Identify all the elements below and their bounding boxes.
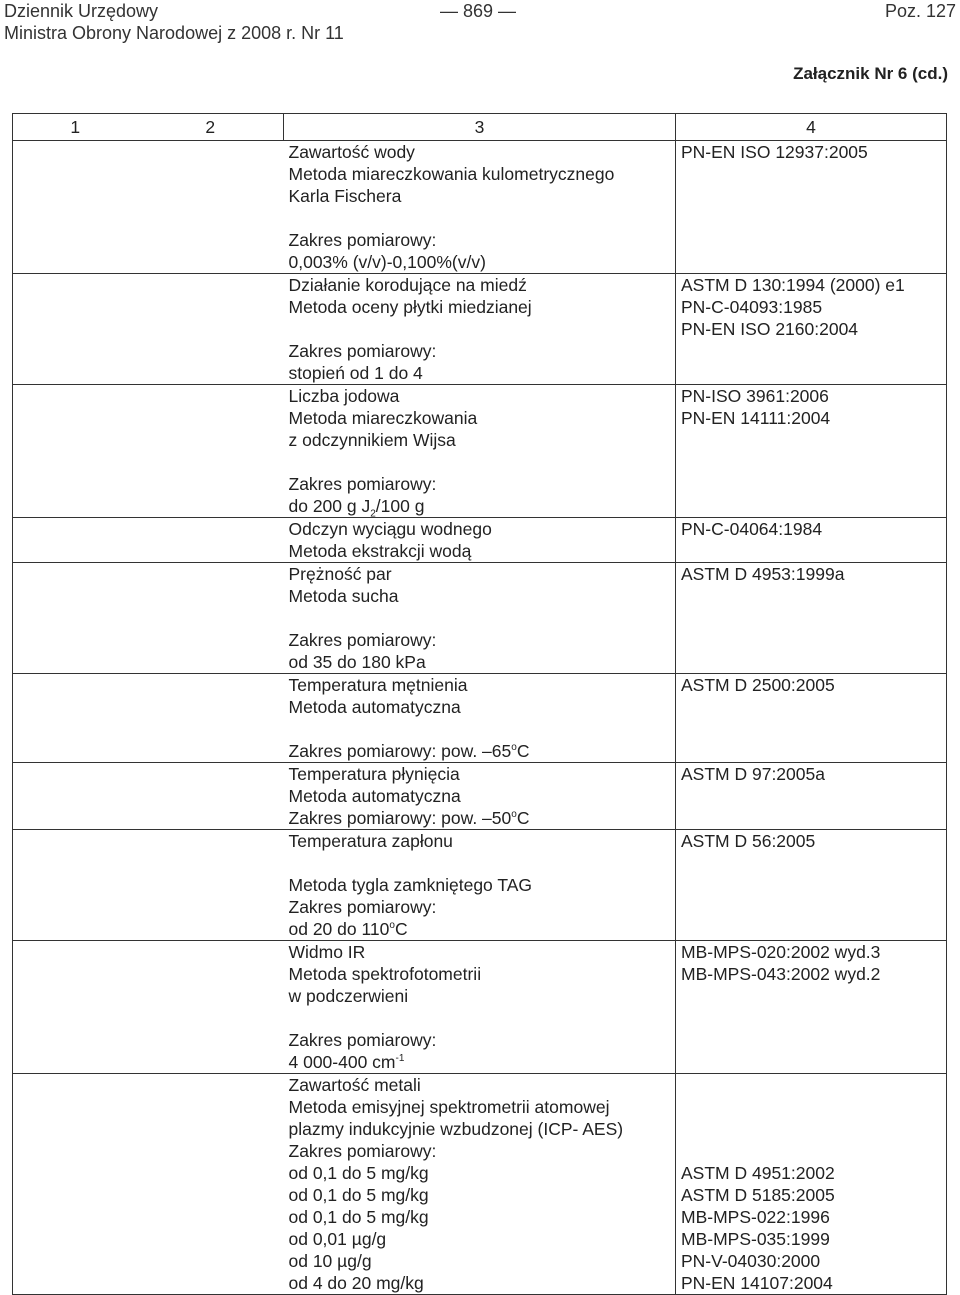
cell-col1 — [13, 563, 138, 674]
cell-col2 — [138, 563, 284, 674]
cell-method — [284, 941, 676, 1074]
table-row — [13, 385, 947, 518]
cell-standard — [676, 830, 947, 941]
journal-title: Dziennik Urzędowy — [4, 1, 159, 21]
method-line: od 35 do 180 kPa — [288, 652, 426, 672]
cell-col1 — [13, 830, 138, 941]
cell-col2 — [138, 830, 284, 941]
cell-col2 — [138, 674, 284, 763]
table-row — [13, 563, 947, 674]
table-body — [13, 114, 947, 1295]
method-line: Karla Fischera — [288, 186, 402, 206]
table-row — [13, 763, 947, 830]
subscript: 2 — [370, 508, 376, 520]
cell-col1 — [13, 385, 138, 518]
cell-col1 — [13, 141, 138, 274]
cell-standard — [676, 674, 947, 763]
method-line: Zakres pomiarowy: — [288, 474, 437, 494]
spacer — [681, 1140, 946, 1162]
method-line: Metoda automatyczna — [288, 786, 461, 806]
spacer — [289, 1007, 676, 1029]
method-line: Widmo IR — [288, 942, 366, 962]
cell-col2 — [138, 141, 284, 274]
method-line: od 4 do 20 mg/kg — [288, 1273, 424, 1293]
table-row — [13, 830, 947, 941]
cell-standard — [676, 385, 947, 518]
method-line: Zakres pomiarowy: — [288, 1030, 437, 1050]
cell-method — [284, 563, 676, 674]
standard-line: PN-EN 14111:2004 — [681, 408, 831, 428]
method-line: Temperatura płynięcia — [288, 764, 460, 784]
cell-method — [284, 385, 676, 518]
method-line: Metoda sucha — [288, 586, 399, 606]
column-number-2: 2 — [138, 114, 284, 141]
spacer — [681, 1096, 946, 1118]
standard-line: MB-MPS-035:1999 — [681, 1229, 830, 1249]
method-line: plazmy indukcyjnie wzbudzonej (ICP- AES) — [288, 1119, 624, 1139]
superscript: o — [389, 920, 395, 932]
range-unit: C — [516, 808, 530, 828]
spacer — [289, 207, 676, 229]
range-text: Zakres pomiarowy: pow. –65 — [288, 741, 512, 761]
method-line: Zakres pomiarowy: — [288, 230, 437, 250]
spacer — [681, 1118, 946, 1140]
standards-table — [12, 113, 947, 1295]
cell-standard — [676, 763, 947, 830]
superscript: o — [511, 809, 517, 821]
spacer — [289, 607, 676, 629]
method-line: Liczba jodowa — [288, 386, 400, 406]
cell-col1 — [13, 674, 138, 763]
range-line — [289, 740, 676, 762]
method-line: Metoda ekstrakcji wodą — [288, 541, 472, 561]
attachment-label: Załącznik Nr 6 (cd.) — [793, 64, 948, 83]
spacer — [289, 451, 676, 473]
cell-method — [284, 830, 676, 941]
spacer — [681, 1074, 946, 1096]
range-text: Zakres pomiarowy: pow. –50 — [288, 808, 512, 828]
cell-col1 — [13, 274, 138, 385]
superscript: o — [511, 742, 517, 754]
standard-line: ASTM D 5185:2005 — [681, 1185, 835, 1205]
method-line: z odczynnikiem Wijsa — [288, 430, 456, 450]
method-line: Metoda tygla zamkniętego TAG — [288, 875, 533, 895]
cell-col2 — [138, 763, 284, 830]
method-line: Metoda automatyczna — [288, 697, 461, 717]
method-line: 0,003% (v/v)-0,100%(v/v) — [288, 252, 486, 272]
method-line: Metoda miareczkowania — [288, 408, 478, 428]
superscript: -1 — [395, 1053, 405, 1065]
method-line: Zakres pomiarowy: — [288, 897, 437, 917]
standard-line: ASTM D 2500:2005 — [681, 675, 835, 695]
standard-line: ASTM D 4951:2002 — [681, 1163, 835, 1183]
standard-line: ASTM D 56:2005 — [681, 831, 816, 851]
method-line: od 0,01 µg/g — [288, 1229, 387, 1249]
spacer — [289, 718, 676, 740]
method-line: Zawartość metali — [288, 1075, 421, 1095]
range-line — [289, 1051, 676, 1073]
method-line: Temperatura mętnienia — [288, 675, 468, 695]
range-unit: /100 g — [375, 496, 425, 516]
cell-standard — [676, 141, 947, 274]
range-line — [289, 807, 676, 829]
method-line: w podczerwieni — [288, 986, 409, 1006]
method-line: Zakres pomiarowy: — [288, 1141, 437, 1161]
method-line: Odczyn wyciągu wodnego — [288, 519, 492, 539]
table-row — [13, 518, 947, 563]
method-line: Temperatura zapłonu — [288, 831, 453, 851]
method-line: od 10 µg/g — [288, 1251, 372, 1271]
standard-line: PN-EN ISO 2160:2004 — [681, 319, 859, 339]
standard-line: PN-V-04030:2000 — [681, 1251, 821, 1271]
cell-method — [284, 1074, 676, 1295]
position-number: Poz. 127 — [884, 1, 956, 21]
cell-col1 — [13, 941, 138, 1074]
cell-col2 — [138, 274, 284, 385]
cell-standard — [676, 1074, 947, 1295]
standard-line: PN-EN ISO 12937:2005 — [681, 142, 868, 162]
table-row — [13, 674, 947, 763]
range-text: od 20 do 110 — [288, 919, 390, 939]
range-line — [288, 495, 676, 520]
cell-col1 — [13, 763, 138, 830]
cell-col2 — [138, 1074, 284, 1295]
ministry-title: Ministra Obrony Narodowej z 2008 r. Nr 11 — [4, 23, 344, 43]
standard-line: ASTM D 4953:1999a — [681, 564, 845, 584]
standard-line: PN-C-04093:1985 — [681, 297, 823, 317]
cell-col2 — [138, 518, 284, 563]
range-text: 4 000-400 cm — [288, 1052, 396, 1072]
cell-standard — [676, 518, 947, 563]
method-line: Zawartość wody — [288, 142, 415, 162]
method-line: od 0,1 do 5 mg/kg — [288, 1185, 429, 1205]
method-line: od 0,1 do 5 mg/kg — [288, 1163, 429, 1183]
cell-standard — [676, 941, 947, 1074]
method-line: Prężność par — [288, 564, 392, 584]
method-line: Metoda miareczkowania kulometrycznego — [288, 164, 615, 184]
method-line: stopień od 1 do 4 — [288, 363, 423, 383]
method-line: Zakres pomiarowy: — [288, 630, 437, 650]
spacer — [289, 318, 676, 340]
method-line: Działanie korodujące na miedź — [288, 275, 527, 295]
standard-line: PN-EN 14107:2004 — [681, 1273, 833, 1293]
range-unit: C — [516, 741, 530, 761]
range-unit: C — [394, 919, 408, 939]
standard-line: PN-ISO 3961:2006 — [681, 386, 829, 406]
standard-line: ASTM D 97:2005a — [681, 764, 825, 784]
cell-standard — [676, 563, 947, 674]
standard-line: MB-MPS-022:1996 — [681, 1207, 830, 1227]
table-row — [13, 141, 947, 274]
method-line: Metoda oceny płytki miedzianej — [288, 297, 532, 317]
spacer — [289, 852, 676, 874]
method-line: Zakres pomiarowy: — [288, 341, 437, 361]
cell-method — [284, 274, 676, 385]
standard-line: ASTM D 130:1994 (2000) e1 — [681, 275, 905, 295]
cell-method — [284, 674, 676, 763]
method-line: od 0,1 do 5 mg/kg — [288, 1207, 429, 1227]
method-line: Metoda emisyjnej spektrometrii atomowej — [288, 1097, 610, 1117]
page-number: — 869 — — [440, 1, 517, 21]
table-row — [13, 274, 947, 385]
standard-line: MB-MPS-020:2002 wyd.3 — [681, 942, 881, 962]
cell-method — [284, 141, 676, 274]
standard-line: MB-MPS-043:2002 wyd.2 — [681, 964, 881, 984]
standard-line: PN-C-04064:1984 — [681, 519, 823, 539]
cell-col2 — [138, 385, 284, 518]
table-row — [13, 941, 947, 1074]
range-line — [289, 918, 676, 940]
cell-col1 — [13, 1074, 138, 1295]
column-number-row — [13, 114, 947, 141]
method-line: Metoda spektrofotometrii — [288, 964, 482, 984]
table-row — [13, 1074, 947, 1295]
cell-method — [284, 518, 676, 563]
range-text: do 200 g J — [288, 496, 371, 516]
cell-col2 — [138, 941, 284, 1074]
cell-method — [284, 763, 676, 830]
cell-standard — [676, 274, 947, 385]
column-number-4: 4 — [676, 114, 947, 141]
column-number-3: 3 — [284, 114, 676, 141]
cell-col1 — [13, 518, 138, 563]
column-number-1: 1 — [13, 114, 138, 141]
